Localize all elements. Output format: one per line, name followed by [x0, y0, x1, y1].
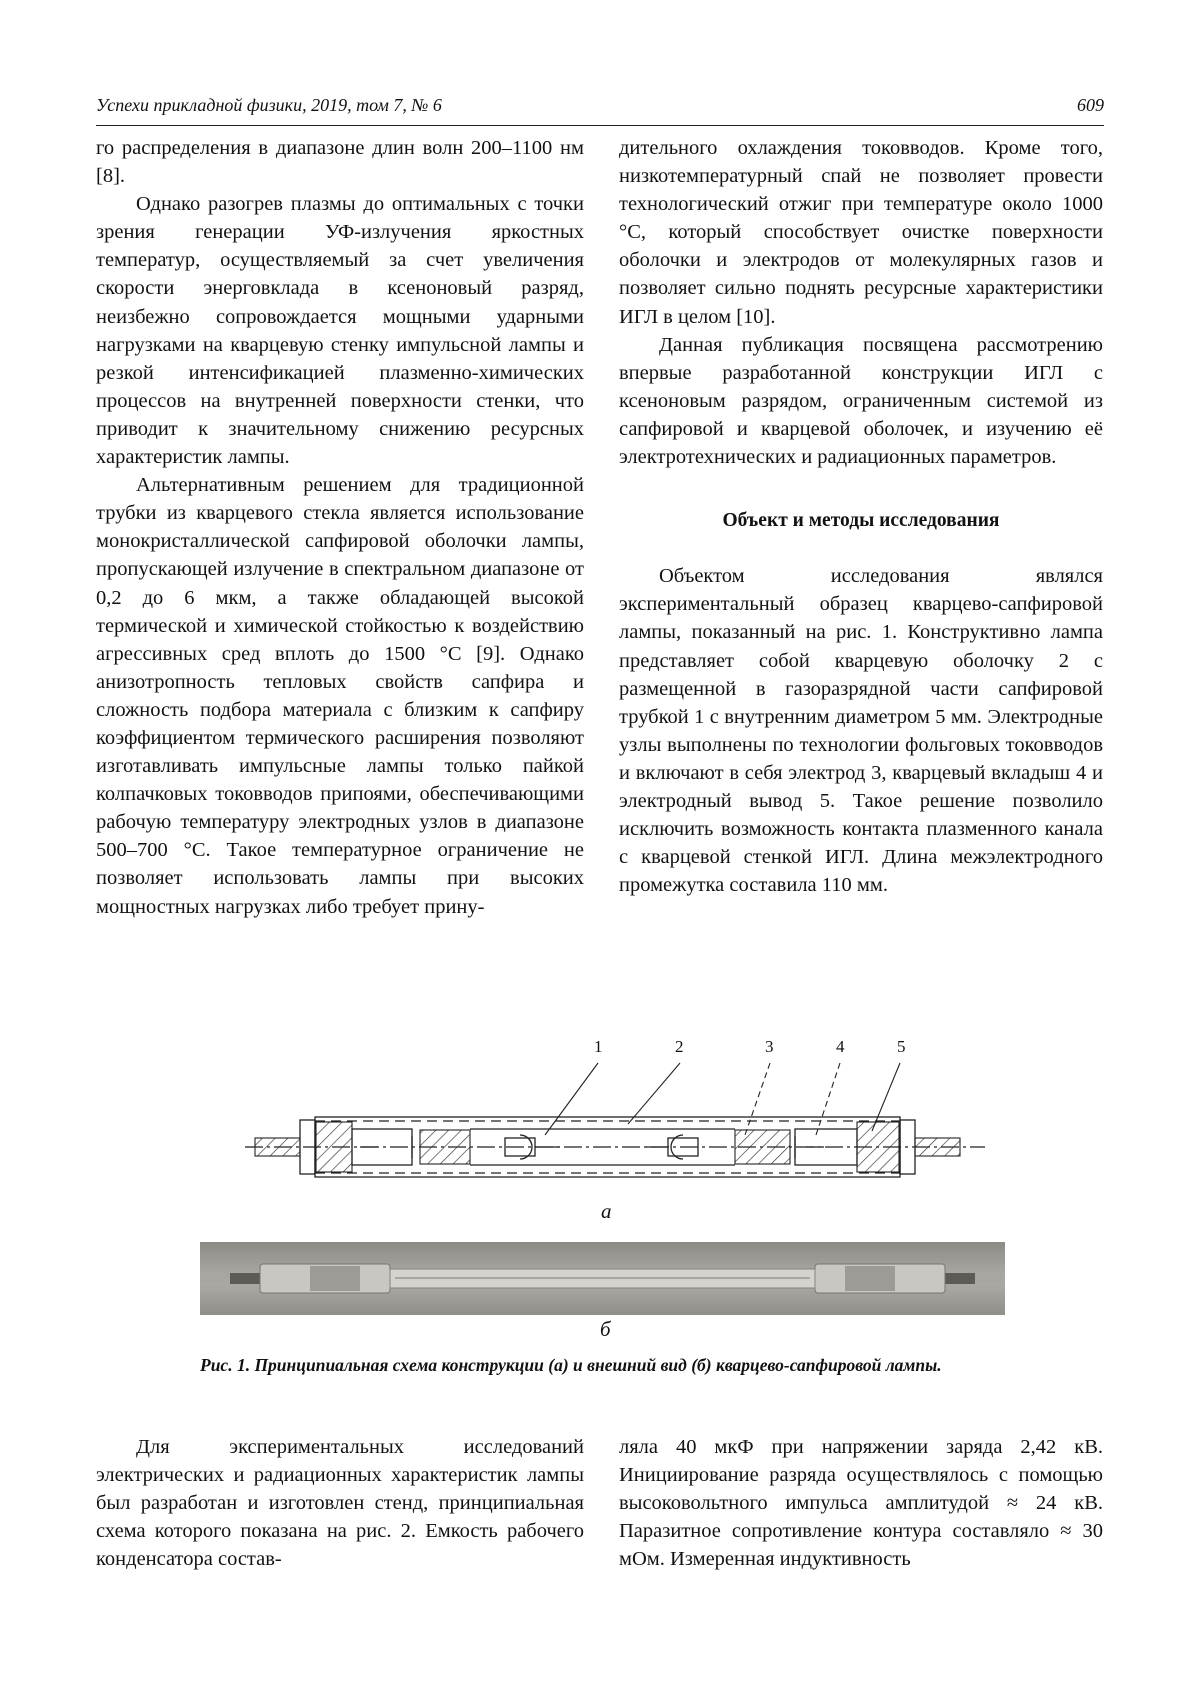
figure-label-2: 2 — [675, 1037, 684, 1056]
bottom-left-column — [96, 1433, 584, 1573]
section-heading: Объект и методы исследования — [722, 510, 1000, 532]
figure-label-1: 1 — [594, 1037, 603, 1056]
paragraph: Для экспериментальных исследований электрических и радиационных характеристик лампы был разработан и изготовлен стенд, принципиальная схема которого показана на рис. 2. Емкость рабочего конденсатора состав- — [96, 1436, 584, 1571]
paragraph: Объектом исследования являлся экспериментальный образец кварцево-сапфировой лампы, показанный на рис. 1. Конструктивно лампа представляет собой кварцевую оболочку 2 с размещенной в газоразрядной части сапфировой трубкой 1 с внутренним диаметром 5 мм. Электродные узлы выполнены по технологии фольговых токовводов и включают в себя электрод 3, кварцевый вкладыш 4 и электродный вывод 5. Такое решение позволило исключить возможность контакта плазменного канала с кварцевой стенкой ИГЛ. Длина межэлектродного промежутка составила 110 мм. — [619, 565, 1103, 897]
figure-caption: Рис. 1. Принципиальная схема конструкции (а) и внешний вид (б) кварцево-сапфировой лампы. — [200, 1355, 942, 1375]
paragraph: го распределения в диапазоне длин волн 200–1100 нм [8]. — [96, 137, 584, 188]
paragraph: Данная публикация посвящена рассмотрению впервые разработанной конструкции ИГЛ с ксеноновым разрядом, ограниченным системой из сапфировой и кварцевой оболочек, и изучению её электротехнических и радиационных параметров. — [619, 333, 1103, 469]
lamp-photo — [200, 1242, 1005, 1315]
subfigure-label-b: б — [600, 1317, 611, 1341]
subfigure-label-a: а — [601, 1199, 612, 1223]
paragraph: дительного охлаждения токовводов. Кроме того, низкотемпературный спай не позволяет провести технологический отжиг при температуре около 1000 °С, который способствует очистке поверхности оболочки и электродов от молекулярных газов и позволяет сильно поднять ресурсные характеристики ИГЛ в целом [10]. — [619, 137, 1103, 328]
journal-title: Успехи прикладной физики, 2019, том 7, № 6 — [96, 95, 442, 115]
figure-label-4: 4 — [836, 1037, 845, 1056]
paragraph: Однако разогрев плазмы до оптимальных с точки зрения генерации УФ-излучения яркостных температур, осуществляемый за счет увеличения скорости энерговклада в ксеноновый разряд, неизбежно сопровождается мощными ударными нагрузками на кварцевую стенку импульсной лампы и резкой интенсификацией плазменно-химических процессов на внутренней поверхности стенки, что приводит к значительному снижению ресурсных характеристик лампы. — [96, 193, 584, 469]
paragraph: Альтернативным решением для традиционной трубки из кварцевого стекла является использование монокристаллической сапфировой оболочки лампы, пропускающей излучение в спектральном диапазоне от 0,2 до 6 мкм, а также обладающей высокой термической и химической стойкостью к воздействию агрессивных сред вплоть до 1500 °С [9]. Однако анизотропность тепловых свойств сапфира и сложность подбора материала с близким к сапфиру коэффициентом термического расширения позволяют изготавливать импульсные лампы только пайкой колпачковых токовводов припоями, обеспечивающими рабочую температуру электродных узлов в диапазоне 500–700 °С. Такое температурное ограничение не позволяет использовать лампы при высоких мощностных нагрузках либо требует прину- — [96, 474, 584, 918]
figure-label-5: 5 — [897, 1037, 906, 1056]
bottom-right-column — [619, 1433, 1103, 1573]
figure-label-3: 3 — [765, 1037, 774, 1056]
page-number: 609 — [1077, 95, 1104, 115]
paragraph: ляла 40 мкФ при напряжении заряда 2,42 кВ. Инициирование разряда осуществлялось с помощью высоковольтного импульса амплитудой ≈ 24 кВ. Паразитное сопротивление контура составляло ≈ 30 мОм. Измеренная индуктивность — [619, 1436, 1103, 1571]
